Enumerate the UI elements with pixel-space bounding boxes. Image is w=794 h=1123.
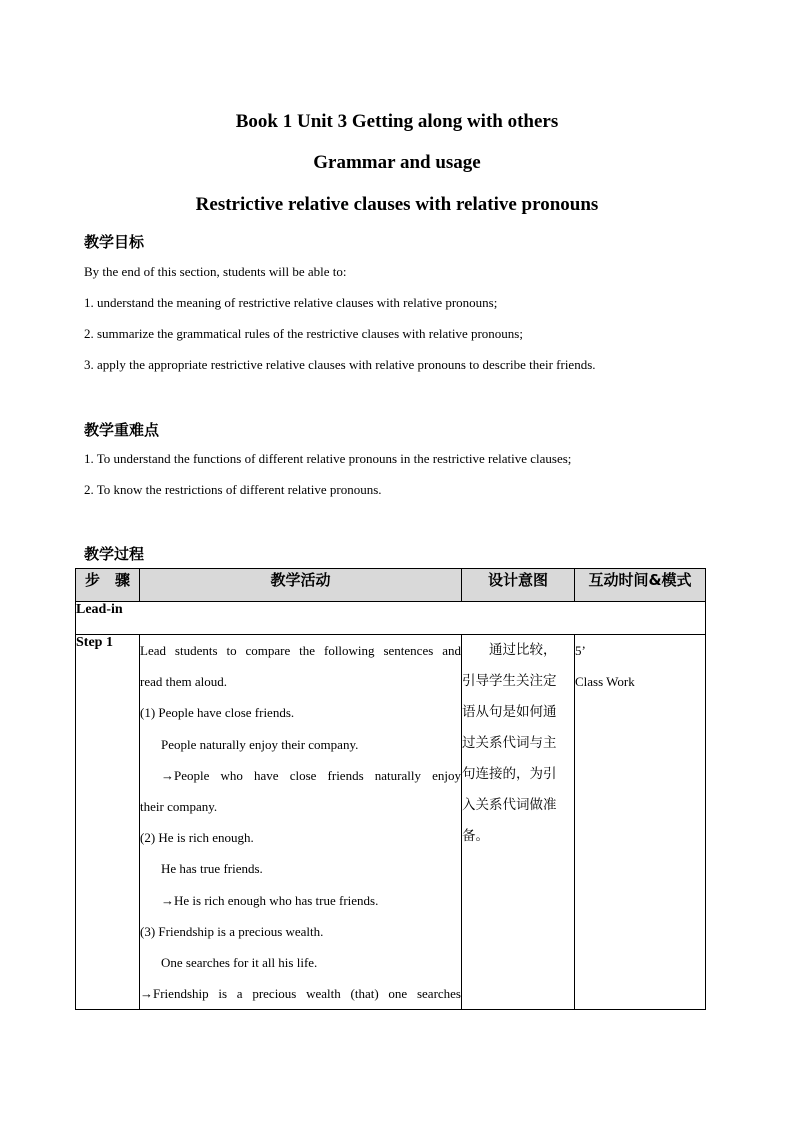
- design-cell: [462, 635, 575, 1010]
- activity-line: People naturally enjoy their company.: [161, 736, 359, 752]
- objective-item: 2. summarize the grammatical rules of the restrictive clauses with relative pronouns;: [84, 326, 523, 341]
- activity-line: He has true friends.: [161, 861, 263, 877]
- design-line: 引导学生关注定: [462, 673, 557, 689]
- column-header-step: 步 骤: [76, 569, 140, 602]
- process-heading: 教学过程: [84, 545, 145, 563]
- activity-line: Lead students to compare the following sentences and: [140, 643, 461, 658]
- key-point-item: 1. To understand the functions of different relative pronouns in the restrictive relative clauses;: [84, 451, 572, 466]
- column-header-time-mode: 互动时间&模式: [575, 569, 706, 602]
- activity-line: (3) Friendship is a precious wealth.: [140, 923, 324, 939]
- column-header-design: 设计意图: [462, 569, 575, 602]
- activity-line: →People who have close friends naturally enjoy: [161, 767, 461, 783]
- key-points-heading: 教学重难点: [84, 421, 160, 439]
- key-point-item: 2. To know the restrictions of different relative pronouns.: [84, 482, 382, 497]
- design-line: 通过比较，: [489, 642, 557, 658]
- document-title: Book 1 Unit 3 Getting along with others: [235, 111, 559, 132]
- process-table: [75, 568, 706, 1010]
- activity-line: One searches for it all his life.: [161, 955, 318, 971]
- column-header-activity: 教学活动: [140, 569, 462, 602]
- time-mode-cell: [575, 635, 706, 1010]
- activity-line: their company.: [140, 799, 218, 815]
- activity-line: (2) He is rich enough.: [140, 830, 254, 846]
- objective-item: 3. apply the appropriate restrictive relative clauses with relative pronouns to describe their friends.: [84, 357, 596, 372]
- activity-line: →Friendship is a precious wealth (that) one searches: [140, 986, 461, 1002]
- section-row: [76, 602, 706, 635]
- mode-value: Class Work: [575, 674, 635, 689]
- design-line: 句连接的，为引: [462, 766, 557, 782]
- design-line: 入关系代词做准: [462, 797, 557, 813]
- activity-cell: [140, 635, 462, 1010]
- step-label: Step 1: [76, 635, 140, 1010]
- design-line: 过关系代词与主: [462, 735, 557, 751]
- section-label: Lead-in: [76, 602, 706, 635]
- objectives-intro: By the end of this section, students will be able to:: [84, 264, 347, 279]
- objectives-heading: 教学目标: [84, 233, 145, 251]
- activity-line: read them aloud.: [140, 674, 227, 690]
- document-topic: Restrictive relative clauses with relative pronouns: [195, 194, 599, 215]
- activity-line: →He is rich enough who has true friends.: [161, 892, 379, 908]
- objective-item: 1. understand the meaning of restrictive relative clauses with relative pronouns;: [84, 295, 498, 310]
- time-value: 5’: [575, 643, 586, 658]
- table-row: [76, 635, 706, 1010]
- design-line: 备。: [462, 828, 489, 844]
- table-header-row: [76, 569, 706, 602]
- activity-line: (1) People have close friends.: [140, 705, 295, 721]
- document-subtitle: Grammar and usage: [313, 152, 481, 173]
- design-line: 语从句是如何通: [462, 704, 557, 720]
